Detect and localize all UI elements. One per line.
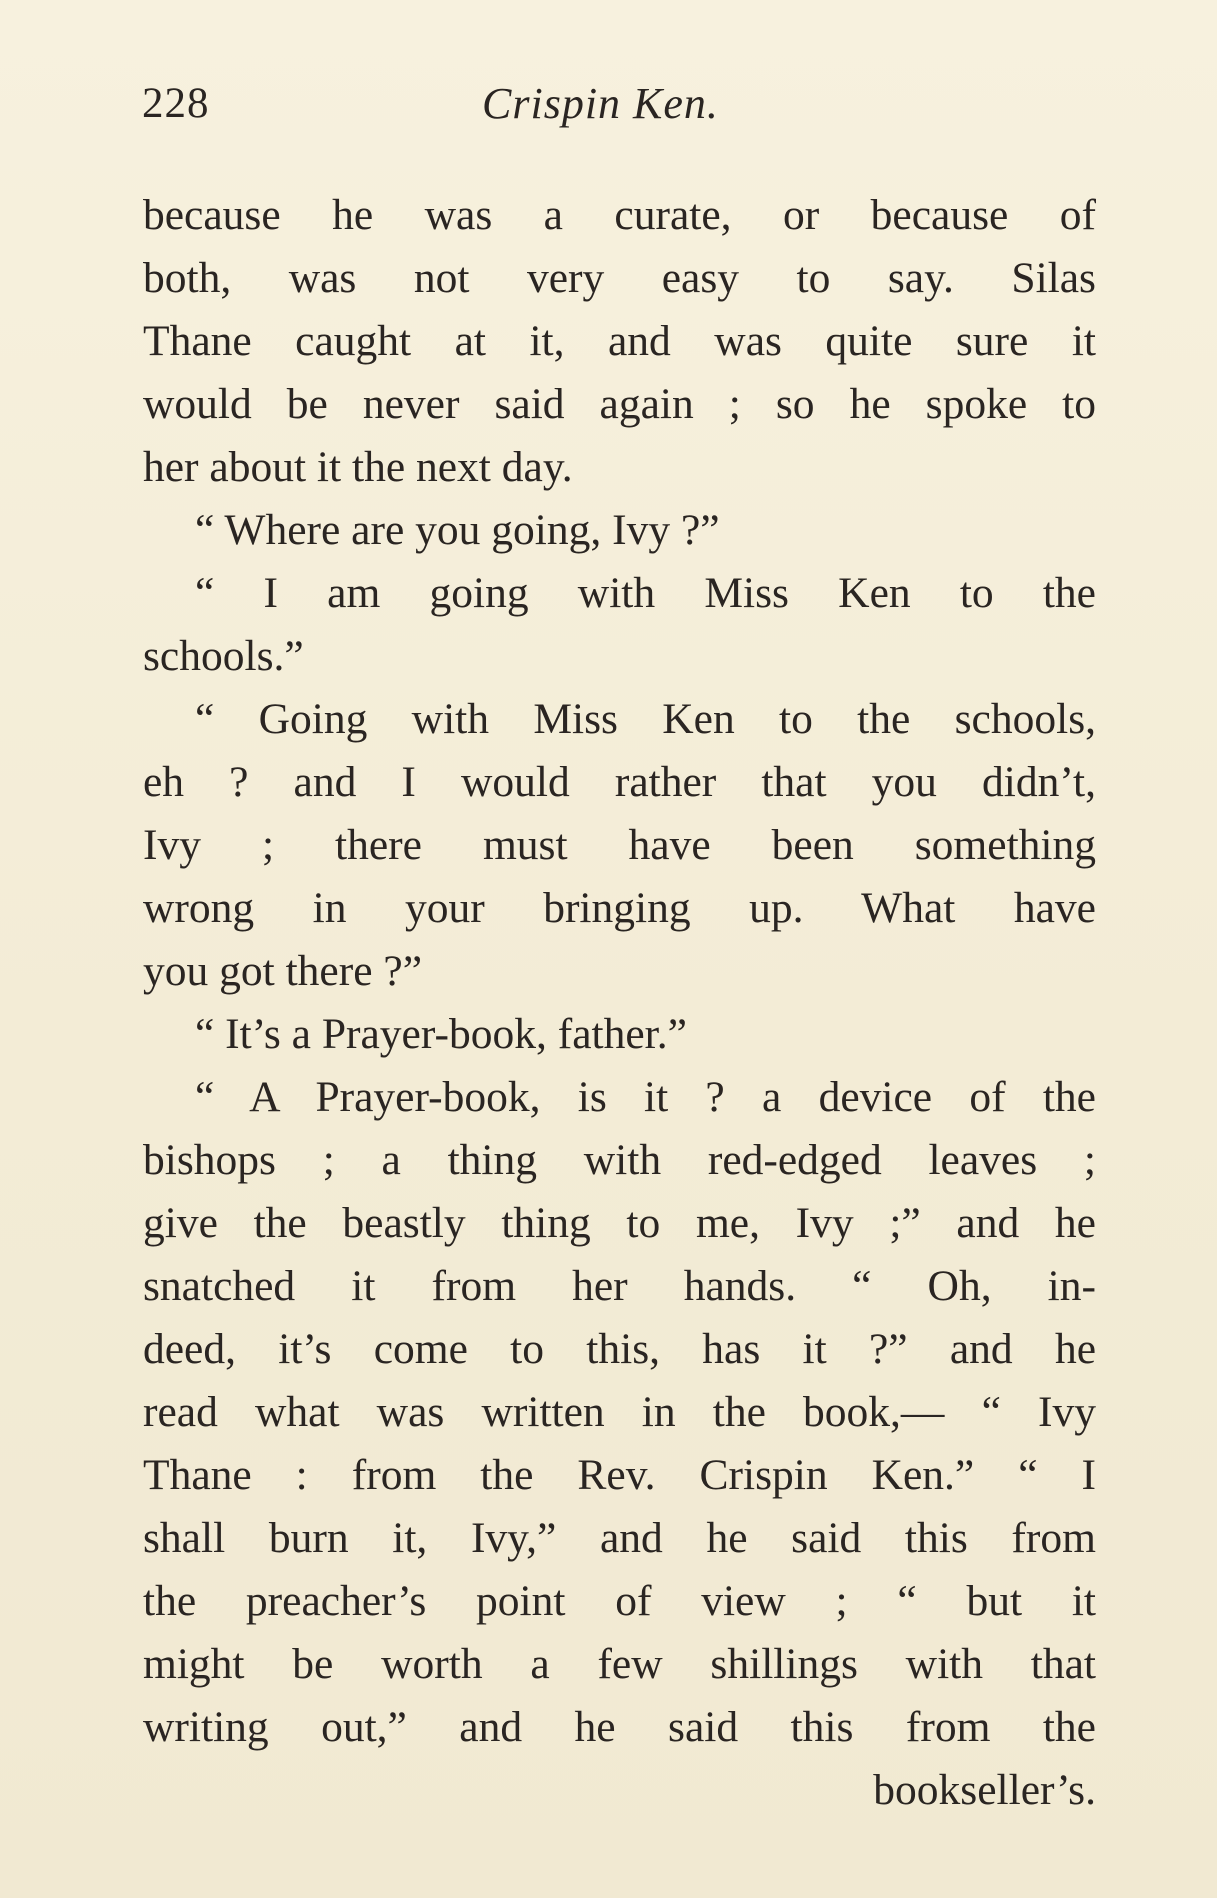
text-line: you got there ?” <box>143 947 423 995</box>
running-title: Crispin Ken. <box>482 79 719 128</box>
text-line: eh ? and I would rather that you didn’t, <box>143 758 1096 806</box>
page-header <box>142 74 1097 134</box>
text-line: wrong in your bringing up. What have <box>143 884 1096 932</box>
text-line: schools.” <box>143 632 304 680</box>
text-line: “ Where are you going, Ivy ?” <box>195 506 720 554</box>
text-line: might be worth a few shillings with that <box>143 1640 1096 1688</box>
text-line: deed, it’s come to this, has it ?” and he <box>143 1325 1096 1373</box>
text-line: snatched it from her hands. “ Oh, in- <box>143 1262 1096 1310</box>
text-line: because he was a curate, or because of <box>143 191 1096 239</box>
text-line: shall burn it, Ivy,” and he said this from <box>143 1514 1096 1562</box>
text-line: Thane : from the Rev. Crispin Ken.” “ I <box>143 1451 1096 1499</box>
text-line: “ It’s a Prayer-book, father.” <box>195 1010 687 1058</box>
text-line: her about it the next day. <box>143 443 573 491</box>
text-line: Thane caught at it, and was quite sure it <box>143 317 1096 365</box>
text-line: “ I am going with Miss Ken to the <box>195 569 1096 617</box>
text-line: the preacher’s point of view ; “ but it <box>143 1577 1096 1625</box>
text-line: give the beastly thing to me, Ivy ;” and he <box>143 1199 1096 1247</box>
text-line: would be never said again ; so he spoke to <box>143 380 1096 428</box>
body-text <box>143 184 1096 1822</box>
text-line: bishops ; a thing with red-edged leaves ; <box>143 1136 1096 1184</box>
text-line: “ A Prayer-book, is it ? a device of the <box>195 1073 1096 1121</box>
text-line: writing out,” and he said this from the <box>143 1703 1096 1751</box>
page-number: 228 <box>142 80 210 127</box>
text-line: Ivy ; there must have been something <box>143 821 1096 869</box>
text-line: read what was written in the book,— “ Ivy <box>143 1388 1096 1436</box>
text-line: both, was not very easy to say. Silas <box>143 254 1096 302</box>
text-line: “ Going with Miss Ken to the schools, <box>195 695 1096 743</box>
text-line: bookseller’s. <box>873 1766 1096 1814</box>
